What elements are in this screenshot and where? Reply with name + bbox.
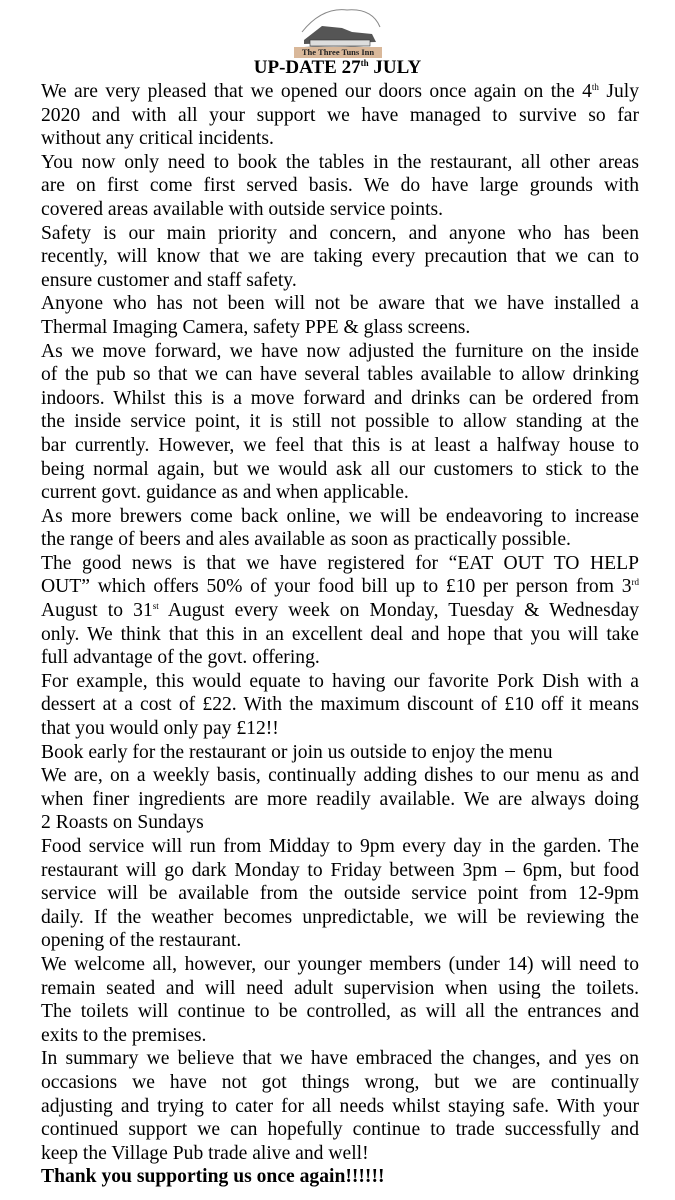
paragraph-beers	[41, 505, 639, 552]
text-line: remain seated and will need adult supervision when using the toilets.	[41, 977, 639, 999]
text-line: occasions we have not got things wrong, but we are continually	[41, 1071, 639, 1093]
text-line: current govt. guidance as and when applicable.	[41, 482, 409, 504]
text-line: continued support we can hopefully continue to trade successfully and	[41, 1119, 639, 1141]
page-title: UP-DATE 27th JULY	[253, 57, 422, 78]
paragraph-children	[41, 953, 639, 1047]
paragraph-safety	[41, 222, 639, 293]
text-line: Thermal Imaging Camera, safety PPE & glass screens.	[41, 316, 471, 338]
text-line: You now only need to book the tables in the restaurant, all other areas	[41, 151, 639, 173]
closing-line: Thank you supporting us once again!!!!!!	[41, 1166, 385, 1188]
text-line: covered areas available with outside service points.	[41, 198, 444, 220]
text-line: exits to the premises.	[41, 1024, 207, 1046]
text-line: bar currently. However, we feel that this is at least a halfway house to	[41, 434, 639, 456]
text-line: Anyone who has not been will not be aware that we have installed a	[41, 293, 639, 315]
text-line: when finer ingredients are more readily available. We are always doing	[41, 788, 639, 810]
text-line: Safety is our main priority and concern, and anyone who has been	[41, 222, 639, 244]
text-line: 2 Roasts on Sundays	[41, 812, 204, 834]
paragraph-menu	[41, 764, 639, 835]
paragraph-summary	[41, 1047, 639, 1165]
text-line: the range of beers and ales available as soon as practically possible.	[41, 529, 571, 551]
text-line: Food service will run from Midday to 9pm every day in the garden. The	[41, 836, 639, 857]
text-line: opening of the restaurant.	[41, 930, 242, 952]
paragraph-furniture	[41, 340, 639, 505]
text-line: ensure customer and staff safety.	[41, 269, 297, 291]
text-line: being normal again, but we would ask all our customers to stick to the	[41, 458, 639, 480]
paragraph-eat-out: The good news is that we have registered for “EAT OUT TO HELP OUT” which offers 50% of your food bill up to £10 per person from 3rd August to 31st August every week on Monday, Tuesday & Wednesday only. We think that this in an excellent deal and hope that you will take full advantage of the govt. offering.	[41, 552, 639, 669]
text-line: restaurant will go dark Monday to Friday between 3pm – 6pm, but food	[41, 859, 639, 881]
text-line: recently, will know that we are taking every precaution that we can to	[41, 246, 639, 268]
text-line: As more brewers come back online, we will be endeavoring to increase	[41, 505, 639, 527]
text-line: Book early for the restaurant or join us outside to enjoy the menu	[41, 741, 553, 763]
paragraph-camera	[41, 292, 639, 339]
text-line: The toilets will continue to be controlled, as will all the entrances and	[41, 1001, 639, 1023]
text-line: For example, this would equate to having our favorite Pork Dish with a	[41, 670, 639, 692]
paragraph-reopening: We are very pleased that we opened our doors once again on the 4th July 2020 and with all your support we have managed to survive so far without any critical incidents.	[41, 81, 640, 150]
text-line: service will be available from the outside service point from 12-9pm	[41, 883, 639, 905]
paragraph-example	[41, 670, 639, 741]
notice-body	[41, 80, 639, 1189]
text-line: dessert at a cost of £22. With the maximum discount of £10 off it means	[41, 694, 639, 716]
text-line: are on first come first served basis. We do have large grounds with	[41, 175, 639, 197]
text-line: indoors. Whilst this is a move forward and drinks can be ordered from	[41, 387, 639, 409]
text-line: keep the Village Pub trade alive and well!	[41, 1142, 369, 1164]
text-line: the inside service point, it is still not possible to allow standing at the	[41, 411, 639, 433]
logo-caption: The Three Tuns Inn	[294, 47, 382, 58]
text-line: of the pub so that we can have several tables available to allow drinking	[41, 364, 639, 386]
text-line: As we move forward, we have now adjusted the furniture on the inside	[41, 340, 639, 362]
text-line: adjusting and trying to cater for all needs whilst staying safe. With your	[41, 1095, 639, 1117]
text-line: daily. If the weather becomes unpredictable, we will be reviewing the	[41, 906, 639, 928]
text-line: We are, on a weekly basis, continually adding dishes to our menu as and	[41, 765, 639, 787]
text-line: We welcome all, however, our younger members (under 14) will need to	[41, 953, 639, 975]
text-line: that you would only pay £12!!	[41, 718, 279, 740]
text-line: In summary we believe that we have embraced the changes, and yes on	[41, 1048, 639, 1070]
paragraph-food-service	[41, 835, 639, 953]
paragraph-book-early	[41, 741, 639, 765]
paragraph-booking	[41, 151, 639, 222]
